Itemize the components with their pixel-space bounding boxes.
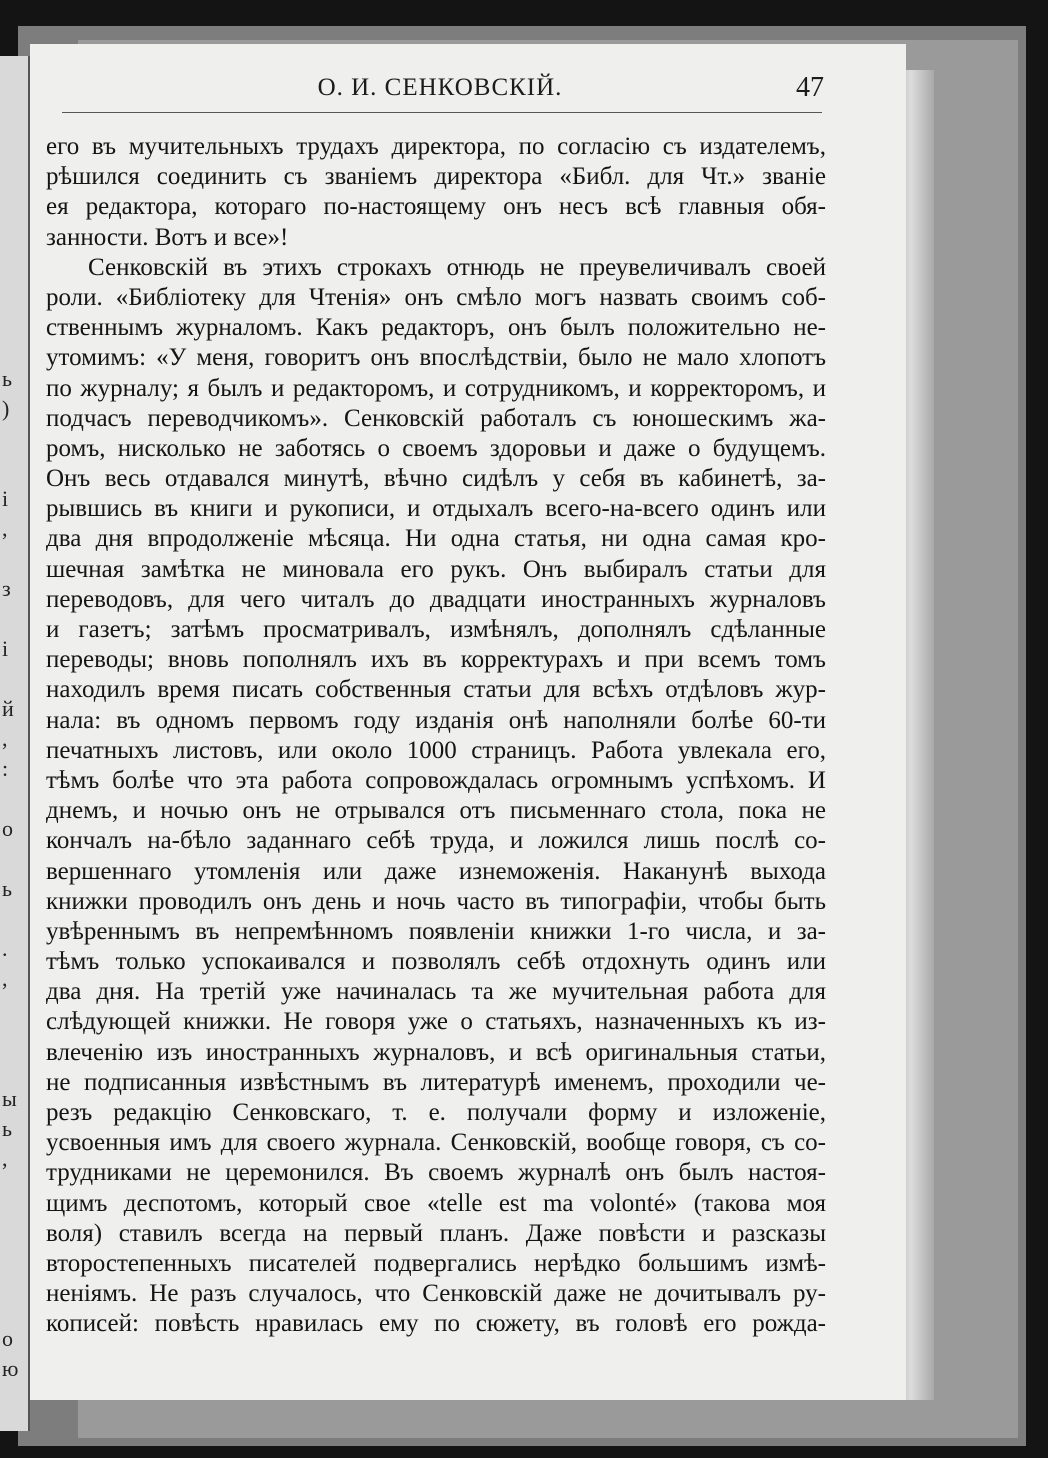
body-text	[46, 132, 826, 1340]
page-number: 47	[796, 72, 824, 103]
text-line: щимъ деспотомъ, который свое «telle est ma volonté» (такова моя	[46, 1189, 826, 1217]
page-header	[60, 68, 824, 108]
margin-fragment: ,	[2, 1146, 8, 1171]
margin-fragment: .	[2, 936, 8, 961]
text-line: переводовъ, для чего читалъ до двадцати иностранныхъ журналовъ	[46, 585, 826, 613]
margin-fragment: ,	[2, 966, 8, 991]
margin-fragment: ,	[2, 516, 8, 541]
text-line: резъ редакцію Сенковскаго, т. е. получали форму и изложеніе,	[46, 1099, 826, 1126]
text-line: книжки проводилъ онъ день и ночь часто въ типографіи, чтобы быть	[46, 887, 826, 915]
text-line: нала: въ одномъ первомъ году изданія онѣ наполняли болѣе 60-ти	[46, 706, 826, 734]
text-line: по журналу; я былъ и редакторомъ, и сотрудникомъ, и корректоромъ, и	[46, 374, 826, 402]
margin-fragment: ,	[2, 726, 8, 751]
margin-fragment: ь	[2, 876, 13, 901]
margin-fragment: )	[2, 396, 10, 421]
text-line: рывшись въ книги и рукописи, и отдыхалъ всего-на-всего одинъ или	[46, 495, 826, 523]
text-line: воля) ставилъ всегда на первый планъ. Даже повѣсти и разсказы	[46, 1219, 826, 1247]
text-line: не подписанныя извѣстнымъ въ литературѣ именемъ, проходили че-	[46, 1068, 826, 1096]
text-line: вершеннаго утомленія или даже изнеможенія. Наканунѣ выхода	[46, 857, 826, 885]
text-line: днемъ, и ночью онъ не отрывался отъ письменнаго стола, пока не	[46, 797, 826, 825]
text-line: рѣшился соединить съ званіемъ директора «Библ. для Чт.» званіе	[46, 163, 826, 191]
text-line: второстепенныхъ писателей подвергались нерѣдко большимъ измѣ-	[46, 1249, 826, 1277]
margin-fragment: з	[2, 576, 11, 601]
text-line: ея редактора, котораго по-настоящему онъ несъ всѣ главныя обя-	[46, 193, 826, 221]
text-line: утомимъ: «У меня, говоритъ онъ впослѣдствіи, было не мало хлопотъ	[46, 344, 826, 372]
margin-fragment: о	[2, 1326, 13, 1351]
text-line: два дня. На третій уже начиналась та же мучительная работа для	[46, 978, 826, 1006]
text-line: и газетъ; затѣмъ просматривалъ, измѣнялъ, дополнялъ сдѣланные	[46, 616, 826, 643]
text-line: переводы; вновь пополнялъ ихъ въ корректурахъ и при всемъ томъ	[46, 646, 826, 674]
margin-fragment: ю	[2, 1356, 19, 1381]
text-line: тѣмъ болѣе что эта работа сопровождалась огромнымъ успѣхомъ. И	[46, 766, 826, 794]
text-line: ромъ, нисколько не заботясь о своемъ здоровьи и даже о будущемъ.	[46, 434, 826, 462]
margin-fragment: о	[2, 816, 13, 841]
margin-fragment: ы	[2, 1086, 17, 1111]
text-line: неніямъ. Не разъ случалось, что Сенковскій даже не дочитывалъ ру-	[46, 1280, 826, 1308]
text-line: два дня впродолженіе мѣсяца. Ни одна статья, ни одна самая кро-	[46, 525, 826, 553]
text-line: его въ мучительныхъ трудахъ директора, по согласію съ издателемъ,	[46, 133, 826, 160]
left-page-edge	[0, 56, 30, 1431]
text-line: подчасъ переводчикомъ». Сенковскій работалъ съ юношескимъ жа-	[46, 404, 826, 432]
text-line: кончалъ на-бѣло заданнаго себѣ труда, и ложился лишь послѣ со-	[46, 827, 826, 855]
text-line: влеченію изъ иностранныхъ журналовъ, и всѣ оригинальныя статьи,	[46, 1038, 826, 1066]
header-rule	[62, 112, 822, 113]
text-line: слѣдующей книжки. Не говоря уже о статьяхъ, назначенныхъ къ из-	[46, 1008, 826, 1036]
text-line: тѣмъ только успокаивался и позволялъ себѣ отдохнуть одинъ или	[46, 948, 826, 976]
margin-fragment: ь	[2, 1116, 13, 1141]
text-line: ственнымъ журналомъ. Какъ редакторъ, онъ былъ положительно не-	[46, 314, 826, 342]
text-line: занности. Вотъ и все»!	[46, 223, 289, 251]
text-line: усвоенныя имъ для своего журнала. Сенковскій, вообще говоря, съ со-	[46, 1129, 826, 1157]
book-page	[30, 44, 906, 1400]
text-line: шечная замѣтка не миновала его рукъ. Онъ выбиралъ статьи для	[46, 555, 826, 583]
running-title: О. И. СЕНКОВСКІЙ.	[317, 74, 563, 101]
text-line: увѣреннымъ въ непремѣнномъ появленіи книжки 1-го числа, и за-	[46, 917, 826, 945]
margin-fragment: :	[2, 756, 9, 781]
text-line: Сенковскій въ этихъ строкахъ отнюдь не преувеличивалъ своей	[88, 253, 826, 281]
text-line: трудниками не церемонился. Въ своемъ журналѣ онъ былъ настоя-	[46, 1159, 826, 1187]
text-line: Онъ весь отдавался минутѣ, вѣчно сидѣлъ у себя въ кабинетѣ, за-	[46, 465, 826, 493]
margin-fragment: і	[2, 486, 9, 511]
text-line: кописей: повѣсть нравилась ему по сюжету, въ головѣ его рожда-	[46, 1310, 826, 1338]
text-line: печатныхъ листовъ, или около 1000 страницъ. Работа увлекала его,	[46, 736, 826, 764]
margin-fragment: і	[2, 636, 9, 661]
margin-fragment: ь	[2, 366, 13, 391]
text-line: роли. «Библіотеку для Чтенія» онъ смѣло могъ назвать своимъ соб-	[46, 283, 826, 311]
margin-fragment: й	[2, 696, 14, 721]
text-line: находилъ время писать собственныя статьи для всѣхъ отдѣловъ жур-	[46, 676, 826, 704]
